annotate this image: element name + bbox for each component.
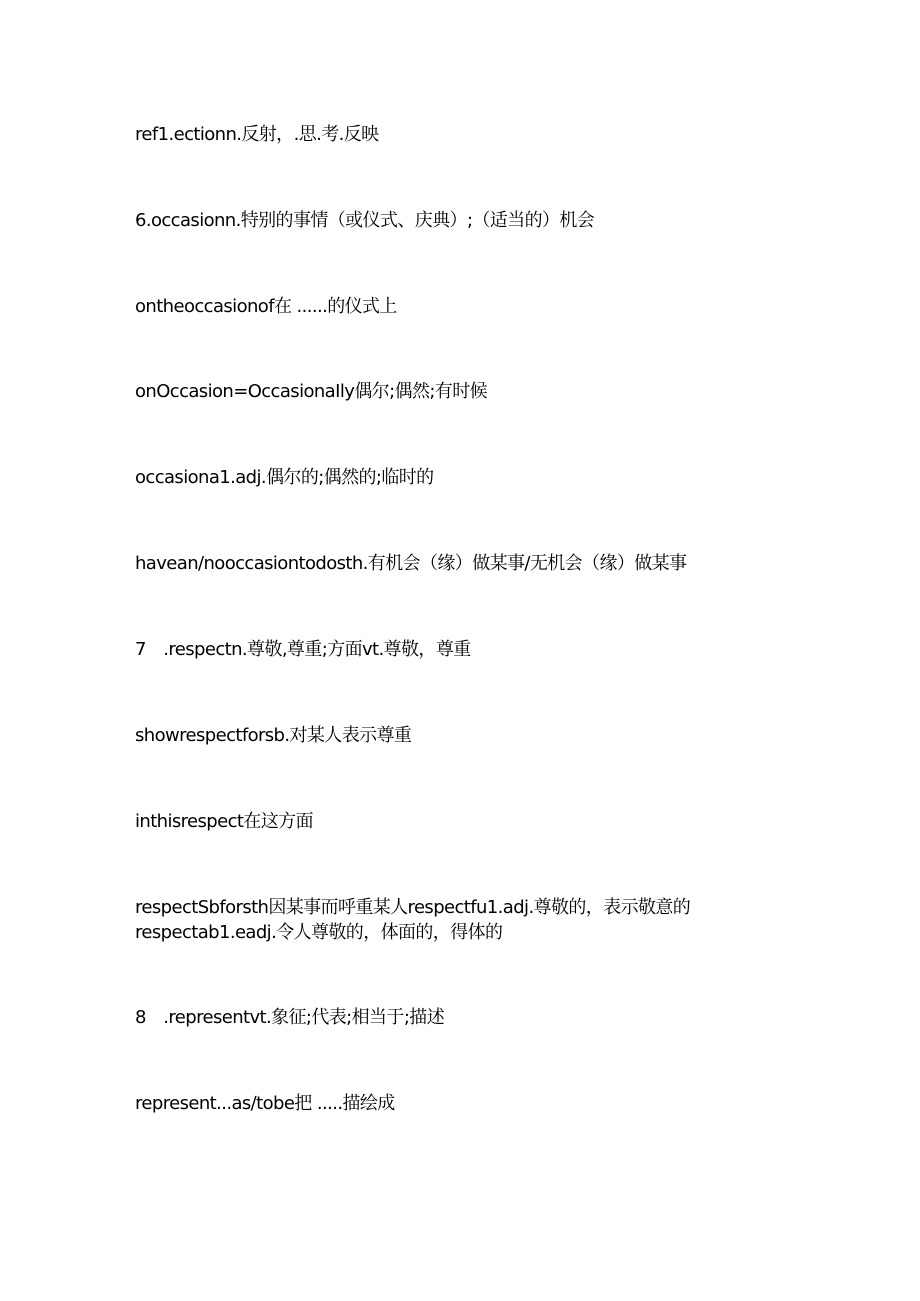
text-line-occasional: occasiona1.adj.偶尔的;偶然的;临时的 (135, 467, 434, 488)
text-line-respectable: respectab1.eadj.令人尊敬的，体面的，得体的 (135, 922, 503, 943)
text-line-respectful: respectSbforsth因某事而呼重某人respectfu1.adj.尊敬的，表示敬意的 (135, 897, 691, 918)
text-line-show-respect: showrespectforsb.对某人表示尊重 (135, 725, 412, 746)
text-line-in-this-respect: inthisrespect在这方面 (135, 811, 313, 832)
text-line-on-occasion: onOccasion=OccasionaIly偶尔;偶然;有时候 (135, 381, 488, 402)
text-line-occasion: 6.occasionn.特别的事情（或仪式、庆典）;（适当的）机会 (135, 210, 595, 231)
text-line-respect: 7 .respectn.尊敬,尊重;方面vt.尊敬，尊重 (135, 639, 471, 660)
text-line-on-the-occasion: ontheoccasionof在 ......的仪式上 (135, 296, 397, 317)
text-line-reflection: ref1.ectionn.反射，.思.考.反映 (135, 124, 379, 145)
text-line-represent: 8 .representvt.象征;代表;相当于;描述 (135, 1007, 445, 1028)
text-line-have-occasion: havean/nooccasiontodosth.有机会（缘）做某事/无机会（缘）做某事 (135, 553, 687, 574)
text-line-represent-as: represent...as∕tobe把 .....描绘成 (135, 1093, 395, 1114)
